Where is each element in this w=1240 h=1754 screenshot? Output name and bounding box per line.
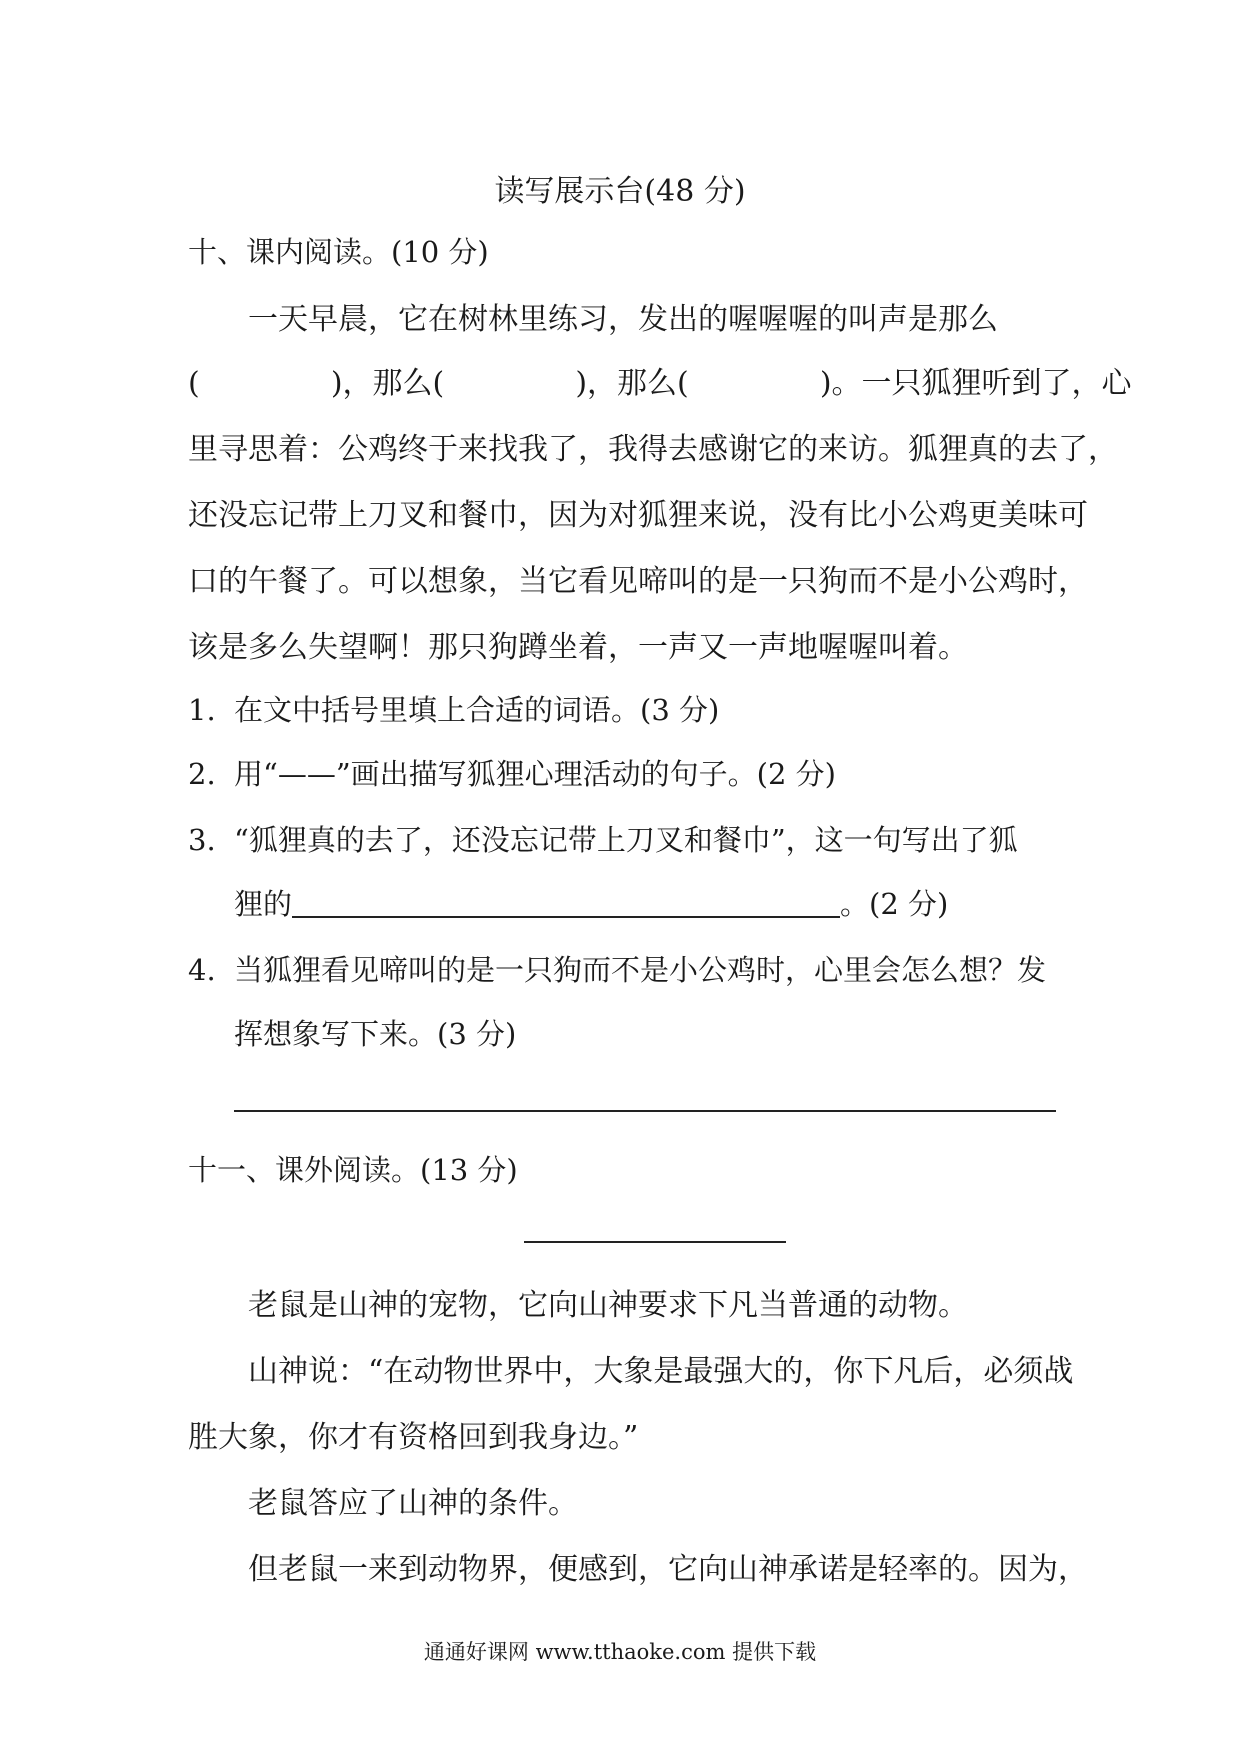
question-text: 在文中括号里填上合适的词语。(3 分) (234, 693, 720, 727)
question-text: “狐狸真的去了，还没忘记带上刀叉和餐巾”，这一句写出了狐 (234, 823, 1018, 857)
question-2 (188, 752, 836, 793)
question-number: 1. (188, 693, 216, 727)
question-text: 当狐狸看见啼叫的是一只狗而不是小公鸡时，心里会怎么想？发 (234, 953, 1047, 987)
question-number: 2. (188, 757, 216, 791)
title-blank[interactable] (524, 1241, 786, 1243)
passage-line-6: 该是多么失望啊！那只狗蹲坐着，一声又一声地喔喔叫着。 (188, 630, 968, 665)
passage-segment: )，那么( (330, 366, 445, 401)
section-title: 读写展示台(48 分) (494, 174, 746, 209)
passage-segment: )。一只狐狸听到了，心 (819, 366, 1132, 401)
story-paragraph-3: 老鼠答应了山神的条件。 (248, 1486, 578, 1521)
passage-line-5: 口的午餐了。可以想象，当它看见啼叫的是一只狗而不是小公鸡时， (188, 564, 1088, 599)
question-4 (188, 948, 1046, 989)
story-paragraph-2: 山神说：“在动物世界中，大象是最强大的，你下凡后，必须战 (248, 1354, 1074, 1389)
question-1 (188, 688, 719, 729)
passage-line-2 (188, 358, 1132, 402)
bracket-open: ( (188, 366, 200, 401)
answer-blank-3[interactable] (292, 890, 840, 918)
passage-segment: )，那么( (575, 366, 689, 401)
section-10-heading: 十、课内阅读。(10 分) (188, 235, 489, 269)
story-paragraph-2-cont: 胜大象，你才有资格回到我身边。” (188, 1420, 639, 1455)
question-number: 4. (188, 953, 216, 987)
answer-suffix: 。(2 分) (840, 887, 949, 921)
question-number: 3. (188, 823, 216, 857)
passage-line-3: 里寻思着：公鸡终于来找我了，我得去感谢它的来访。狐狸真的去了， (188, 432, 1118, 467)
question-4-continuation: 挥想象写下来。(3 分) (234, 1017, 517, 1051)
answer-prefix: 狸的 (234, 887, 293, 921)
section-11-heading: 十一、课外阅读。(13 分) (188, 1153, 518, 1187)
passage-line-4: 还没忘记带上刀叉和餐巾，因为对狐狸来说，没有比小公鸡更美味可 (188, 498, 1088, 533)
story-paragraph-1: 老鼠是山神的宠物，它向山神要求下凡当普通的动物。 (248, 1288, 968, 1323)
story-paragraph-4: 但老鼠一来到动物界，便感到，它向山神承诺是轻率的。因为， (248, 1552, 1088, 1587)
passage-line-1: 一天早晨，它在树林里练习，发出的喔喔喔的叫声是那么 (248, 302, 998, 337)
question-text: 用“——”画出描写狐狸心理活动的句子。(2 分) (234, 757, 836, 791)
answer-line-4[interactable] (234, 1110, 1056, 1112)
question-3-continuation (234, 882, 948, 923)
question-3 (188, 818, 1018, 859)
footer-source: 通通好课网 www.tthaoke.com 提供下载 (423, 1640, 817, 1664)
